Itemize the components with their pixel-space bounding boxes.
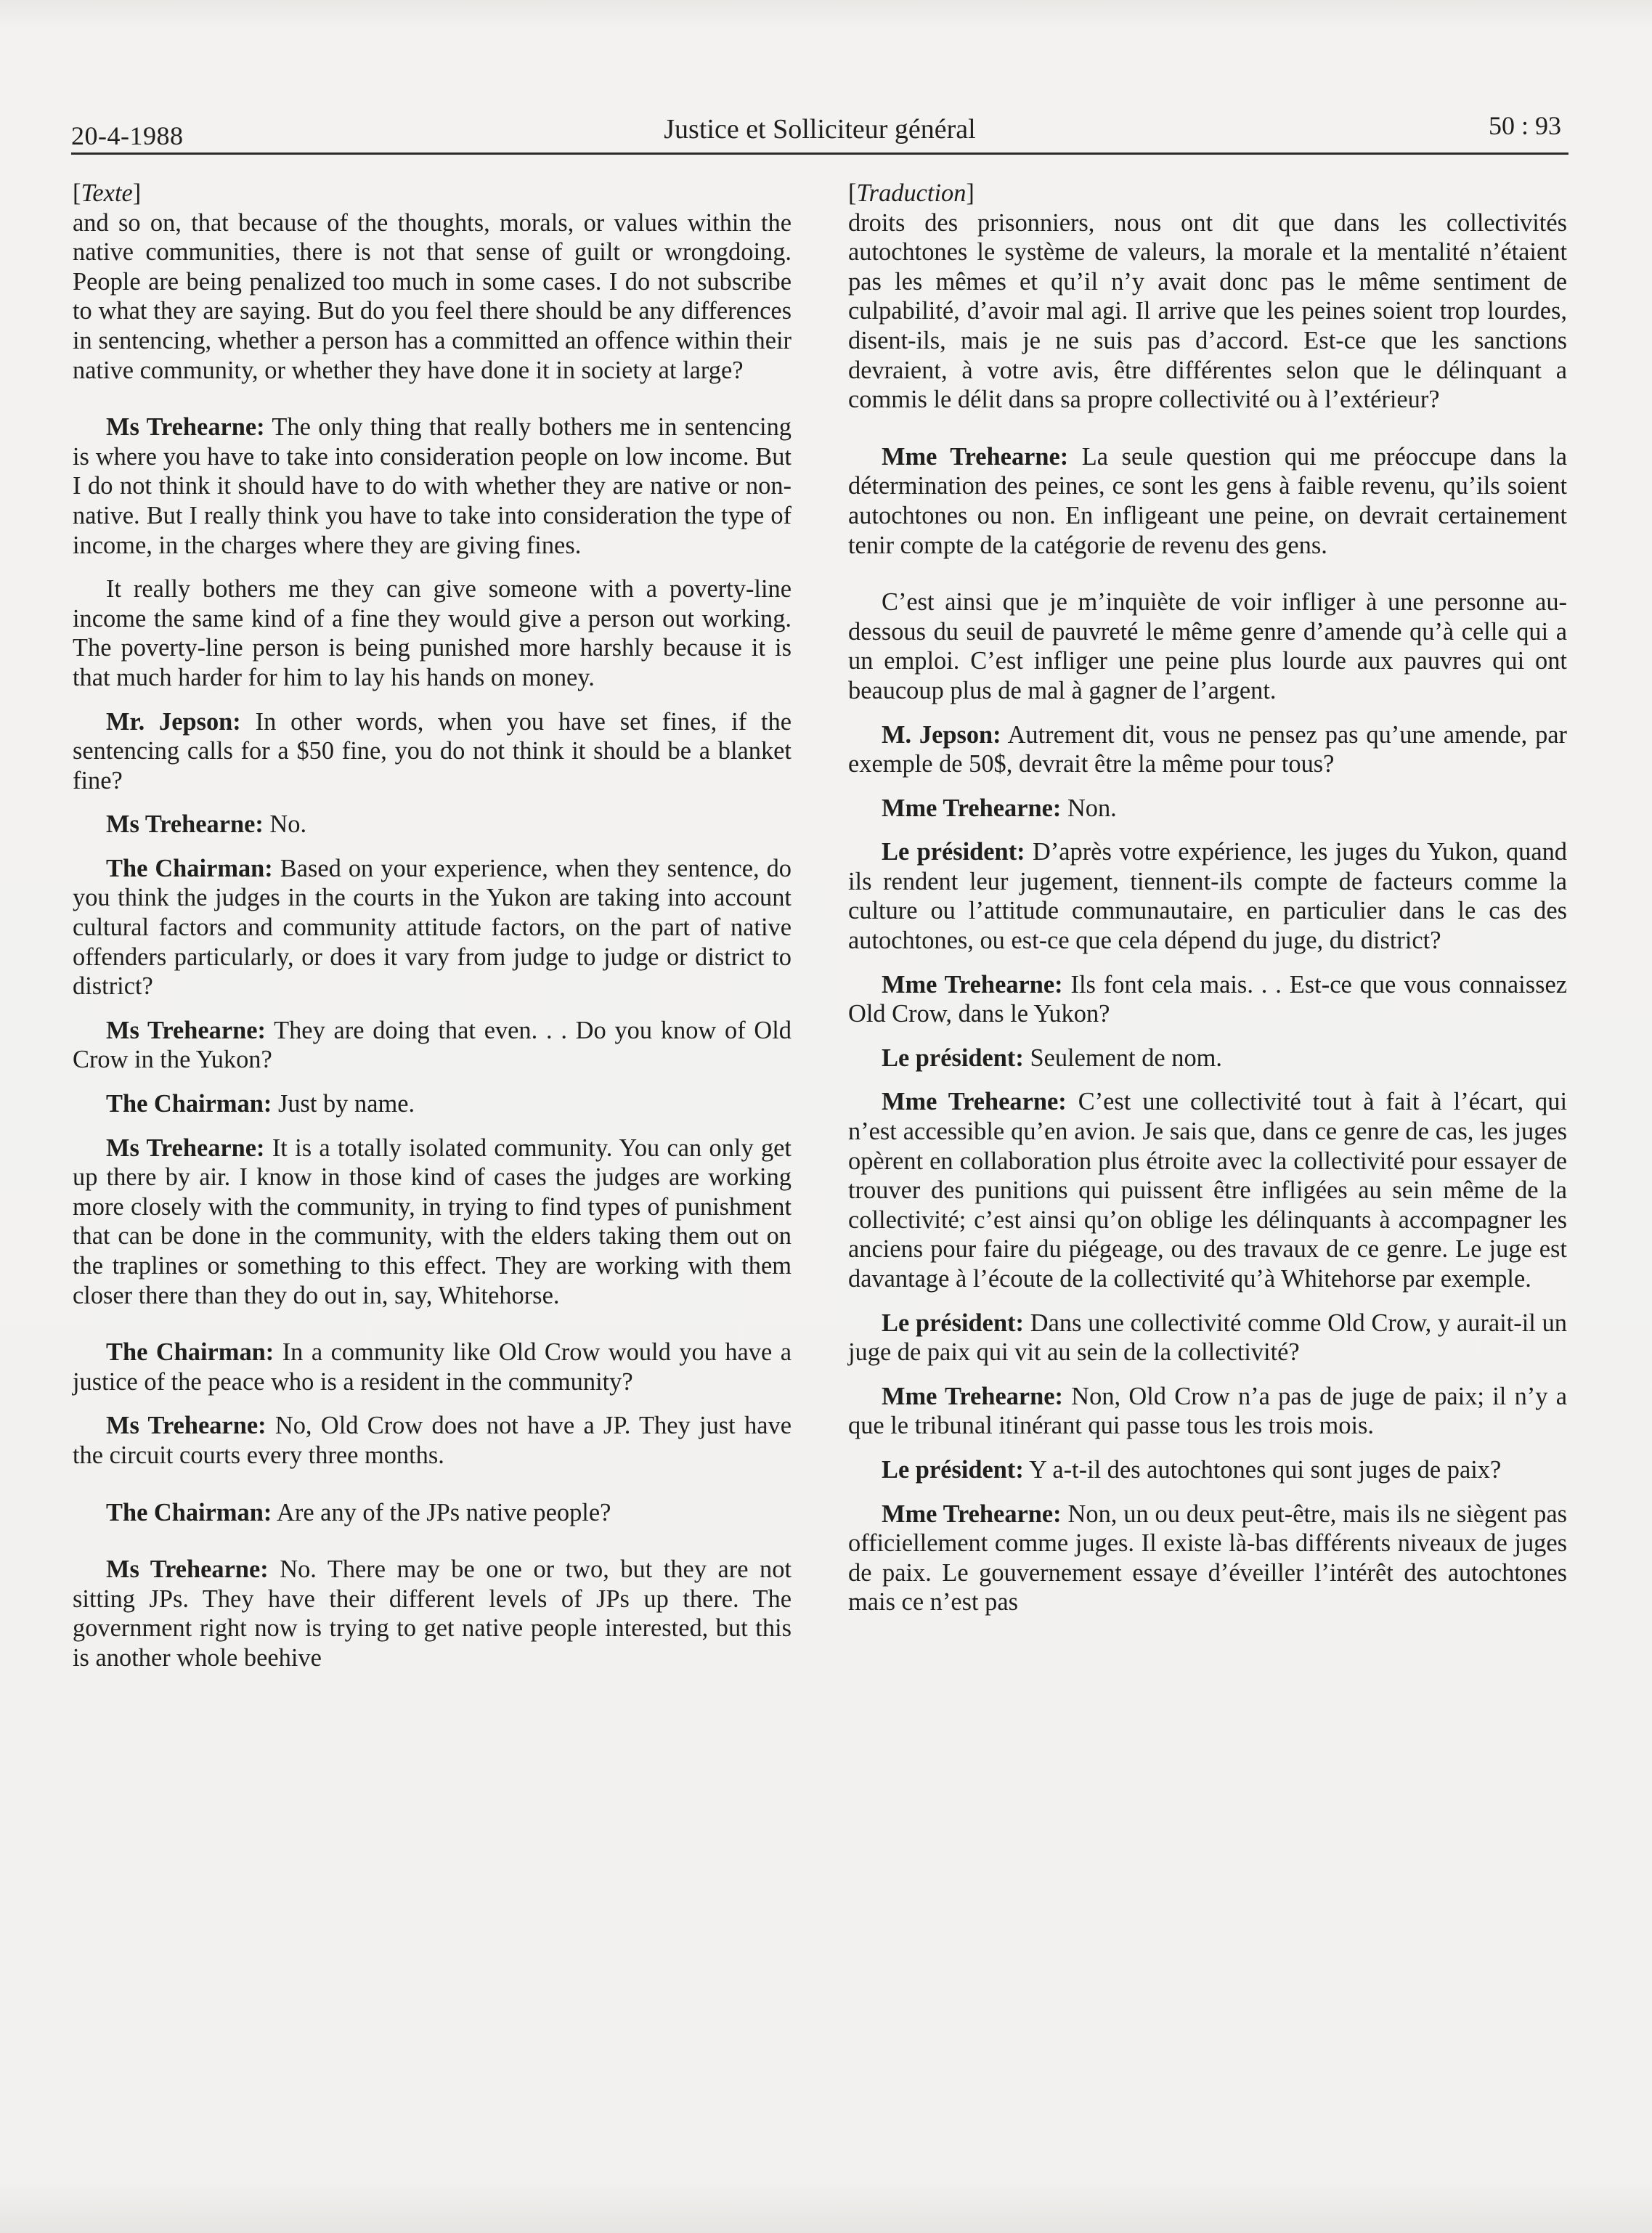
paragraph-text: No. [269, 810, 307, 839]
paragraph-text: Autrement dit, vous ne pensez pas qu’une amende, par exemple de 50$, devrait être la même pour tous? [848, 720, 1567, 778]
paragraph [848, 837, 1567, 955]
speaker-name: The Chairman: [106, 1338, 274, 1367]
paragraph [73, 1411, 792, 1470]
speaker-name: Mme Trehearne: [882, 1500, 1062, 1528]
paragraph-text: Non, Old Crow n’a pas de juge de paix; il n’y a que le tribunal itinérant qui passe tous les trois mois. [848, 1382, 1567, 1440]
paragraph-text: D’après votre expérience, les juges du Yukon, quand ils rendent leur jugement, tiennent-ils compte de facteurs comme la culture ou l’attitude communautaire, en particulier dans le cas des autochtones, ou est-ce que cela dépend du juge, du district? [848, 838, 1567, 955]
paragraph [848, 1309, 1567, 1367]
paragraph-text: La seule question qui me préoccupe dans la détermination des peines, ce sont les gens à faible revenu, qu’ils soient autochtones ou non. En infligeant une peine, on devrait certainement tenir compte de la catégorie de revenu des gens. [848, 442, 1568, 559]
speaker-name: Ms Trehearne: [106, 1555, 269, 1584]
speaker-name: Ms Trehearne: [106, 1412, 266, 1440]
right-column [848, 179, 1567, 1617]
paragraph [848, 587, 1567, 705]
speaker-name: Mme Trehearne: [882, 1088, 1067, 1116]
paragraph-text: droits des prisonniers, nous ont dit que dans les collectivités autochtones le système de valeurs, la morale et la mentalité n’étaient pas les mêmes et qu’il n’y avait donc pas le même sentiment de culpabilité, d’avoir mal agi. Il arrive que les peines soient trop lourdes, disent-ils, mais je ne suis pas d’accord. Est-ce que les sanctions devraient, à votre avis, être différentes selon que le délinquant a commis le délit dans sa propre collectivité ou à l’extérieur? [848, 208, 1567, 414]
paragraph [73, 574, 792, 692]
speaker-name: M. Jepson: [882, 720, 1001, 749]
paragraph-text: They are doing that even. . . Do you know of Old Crow in the Yukon? [73, 1016, 792, 1074]
paragraph-text: Are any of the JPs native people? [277, 1498, 611, 1526]
paragraph-text: In other words, when you have set fines, if the sentencing calls for a $50 fine, you do not think it should be a blanket fine? [73, 707, 792, 794]
speaker-name: Le président: [882, 838, 1025, 866]
speaker-name: Mme Trehearne: [882, 1382, 1064, 1410]
header-rule [71, 152, 1568, 155]
speaker-name: Mme Trehearne: [882, 794, 1062, 822]
page-header [71, 109, 1568, 152]
paragraph [848, 794, 1567, 823]
paragraph [73, 1555, 792, 1672]
paragraph [848, 970, 1567, 1029]
paragraph [73, 208, 792, 386]
header-page-number: 50 : 93 [1488, 111, 1561, 140]
paragraph [848, 1455, 1567, 1485]
paragraph-text: No. There may be one or two, but they are not sitting JPs. They have their different levels of JPs up there. The government right now is trying to get native people interested, but this is another whole beehive [73, 1555, 792, 1672]
paragraph [73, 810, 792, 839]
speaker-name: Ms Trehearne: [106, 1016, 266, 1044]
paragraph [73, 1089, 792, 1119]
speaker-name: The Chairman: [106, 1498, 272, 1526]
paragraph-text: C’est une collectivité tout à fait à l’écart, qui n’est accessible qu’en avion. Je sais que, dans ce genre de cas, les juges opèrent en collaboration plus étroite avec la collectivité pour essayer de trouver des punitions qui puissent être infligées au sein même de la collectivité; c’est ainsi qu’on oblige les délinquants à accompagner les anciens pour faire du piégeage, ou des travaux de ce genre. Le juge est davantage à l’écoute de la collectivité qu’à Whitehorse par exemple. [848, 1088, 1568, 1293]
paragraph [848, 720, 1567, 779]
paragraph [73, 1016, 792, 1075]
speaker-name: Mme Trehearne: [882, 970, 1063, 998]
speaker-name: Ms Trehearne: [106, 413, 265, 442]
paragraph [73, 412, 792, 560]
paragraph-text: C’est ainsi que je m’inquiète de voir infliger à une personne au-dessous du seuil de pauvreté le même genre d’amende qu’à celle qui a un emploi. C’est infliger une peine plus lourde aux pauvres qui ont beaucoup plus de mal à gagner de l’argent. [848, 588, 1567, 704]
paragraph-text: It really bothers me they can give someone with a poverty-line income the same kind of a fine they would give a person out working. The poverty-line person is being punished more harshly because it is that much harder for him to lay his hands on money. [73, 575, 792, 691]
paragraph-text: Y a-t-il des autochtones qui sont juges de paix? [1029, 1455, 1502, 1484]
paragraph [848, 1382, 1567, 1441]
speaker-name: Mme Trehearne: [882, 442, 1069, 471]
paragraph [73, 1134, 792, 1311]
paragraph-text: Just by name. [277, 1090, 415, 1118]
paragraph [848, 442, 1567, 560]
paragraph-text: No, Old Crow does not have a JP. They just have the circuit courts every three months. [73, 1412, 792, 1469]
paragraph [848, 1500, 1567, 1617]
speaker-name: Le président: [882, 1044, 1024, 1072]
paragraph-text: Based on your experience, when they sentence, do you think the judges in the courts in the Yukon are taking into account cultural factors and community attitude factors, on the part of native offenders particularly, or does it vary from judge to judge or district to district? [73, 854, 792, 1001]
paragraph-text: Dans une collectivité comme Old Crow, y aurait-il un juge de paix qui vit au sein de la collectivité? [848, 1309, 1567, 1367]
paragraph [848, 1087, 1567, 1293]
paragraph-text: Seulement de nom. [1030, 1044, 1223, 1072]
left-column-body [73, 208, 792, 1673]
paragraph [848, 208, 1567, 415]
paragraph-text: The only thing that really bothers me in sentencing is where you have to take into consideration people on low income. But I do not think it should have to do with whether they are native or non-native. But I really think you have to take into consideration the type of income, in the charges where they are giving fines. [73, 413, 792, 559]
column-label-traduction: [Traduction] [848, 179, 974, 207]
speaker-name: Ms Trehearne: [106, 1134, 265, 1162]
speaker-name: The Chairman: [106, 1090, 272, 1118]
header-title: Justice et Solliciteur général [664, 114, 976, 145]
paragraph [73, 707, 792, 796]
paragraph [73, 1338, 792, 1396]
speaker-name: Le président: [882, 1309, 1024, 1337]
column-label-texte: [Texte] [73, 179, 142, 207]
speaker-name: The Chairman: [106, 854, 273, 882]
paragraph-text: Non. [1067, 794, 1117, 822]
paragraph-text: It is a totally isolated community. You can only get up there by air. I know in those kind of cases the judges are working more closely with the community, in trying to find types of punishment that can be done in the community, with the elders taking them out on the traplines or something to this effect. They are working with them closer there than they do out in, say, Whitehorse. [73, 1134, 792, 1309]
paragraph-text: Ils font cela mais. . . Est-ce que vous connaissez Old Crow, dans le Yukon? [848, 970, 1567, 1028]
paragraph-text: Non, un ou deux peut-être, mais ils ne siègent pas officiellement comme juges. Il existe là-bas différents niveaux de juges de paix. Le gouvernement essaye d’éveiller l’intérêt des autochtones mais ce n’est pas [848, 1500, 1567, 1616]
header-date: 20-4-1988 [71, 121, 184, 150]
paragraph [848, 1044, 1567, 1073]
speaker-name: Mr. Jepson: [106, 707, 241, 736]
left-column [73, 179, 792, 1673]
paragraph-text: In a community like Old Crow would you have a justice of the peace who is a resident in the community? [73, 1338, 792, 1396]
right-column-body [848, 208, 1567, 1617]
paragraph [73, 1498, 792, 1528]
speaker-name: Ms Trehearne: [106, 810, 264, 839]
paragraph [73, 854, 792, 1001]
speaker-name: Le président: [882, 1455, 1024, 1484]
paragraph-text: and so on, that because of the thoughts, morals, or values within the native communities, there is not that sense of guilt or wrongdoing. People are being penalized too much in some cases. I do not subscribe to what they are saying. But do you feel there should be any differences in sentencing, whether a person has a committed an offence within their native community, or whether they have done it in society at large? [73, 208, 792, 384]
